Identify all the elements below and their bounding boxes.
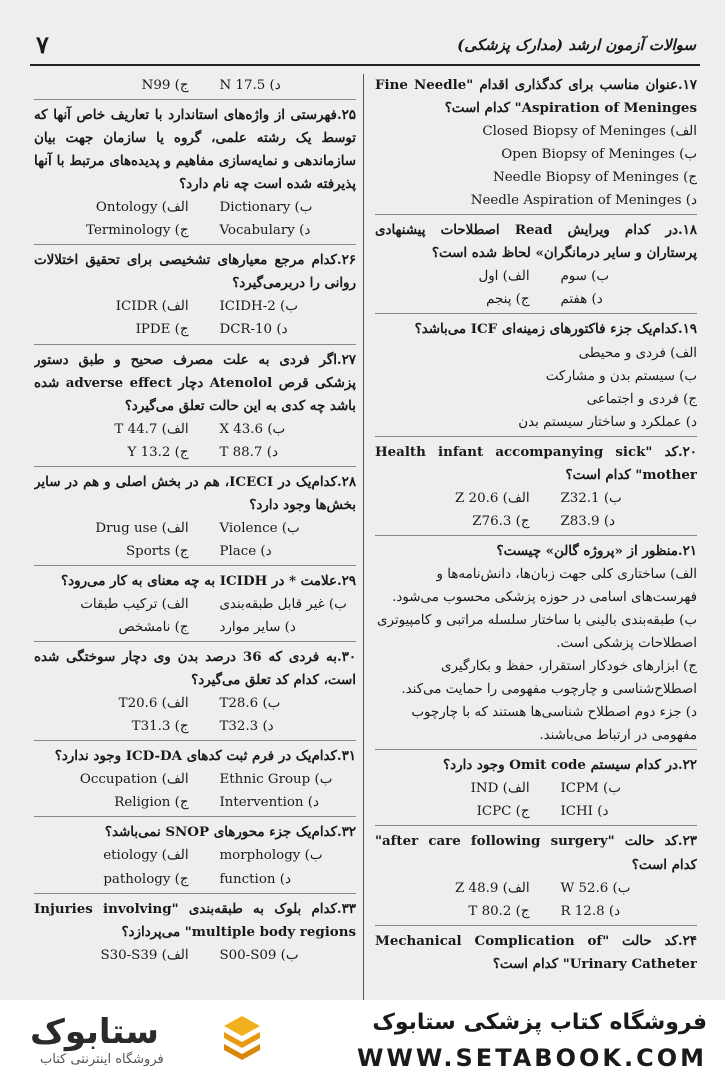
logo-text: ستابوک (30, 1012, 159, 1052)
answer-row (34, 692, 356, 715)
page-title: سوالات آزمون ارشد (مدارک پزشکی) (457, 36, 696, 54)
answer-option: ب) X 43.6 (219, 421, 286, 437)
question-text: ۲۷.اگر فردی به علت مصرف صحیح و طبق دستور پزشکی قرص Atenolol دچار adverse effect شده باشد چه کدی به این حالت تعلق می‌گیرد؟ (34, 351, 356, 414)
answer-option: ب) غیر قابل طبقه‌بندی (219, 596, 347, 612)
question-block (375, 930, 697, 976)
question-block (34, 646, 356, 738)
answer-option: د) هفتم (560, 292, 603, 308)
answer-option: د) T32.3 (219, 719, 274, 735)
answer-option: الف) ساختاری کلی جهت زبان‌ها، دانش‌نامه‌ها و فهرست‌های اسامی در حوزه پزشکی محسوب می‌شود. (392, 566, 697, 605)
question-block (34, 471, 356, 563)
question-text: ۱۷.عنوان مناسب برای کدگذاری اقدام "Fine Needle Aspiration of Meninges" کدام است؟ (375, 77, 697, 117)
answer-option: ب) Violence (219, 520, 300, 536)
answer-option: ج) فردی و اجتماعی (586, 391, 697, 407)
question-separator (375, 749, 697, 750)
answer-row (34, 540, 356, 563)
answer-option: ب) طبقه‌بندی بالینی با ساختار سلسله مراتبی و کامپیوتری اصطلاحات پزشکی است. (376, 613, 697, 652)
answer-option: ج) Terminology (86, 223, 189, 239)
answer-option: الف) etiology (103, 848, 189, 864)
answer-row (34, 791, 356, 814)
answer-option: ج) Needle Biopsy of Meninges (493, 170, 697, 186)
question-text: ۲۸.کدام‌یک در ICECI، هم در بخش اصلی و هم در سایر بخش‌ها وجود دارد؟ (34, 473, 356, 513)
answer-row (34, 715, 356, 738)
answer-option: د) DCR-10 (219, 322, 288, 338)
answer-option: الف) اول (478, 269, 530, 285)
answer-option: ب) morphology (219, 848, 323, 864)
question-block (375, 318, 697, 433)
answer-option: الف) Z 48.9 (455, 880, 530, 896)
question-block (375, 441, 697, 533)
shop-name: فروشگاه کتاب پزشکی ستابوک (372, 1010, 707, 1035)
answer-option: ج) Y 13.2 (127, 444, 189, 460)
question-separator (34, 816, 356, 817)
question-text: ۲۵.فهرستی از واژه‌های استاندارد با تعاریف خاص آنها که توسط یک رشته علمی، گروه یا سازمان جهت بیان سازماندهی و نمایه‌سازی مفاهیم و پدیده‌های مرتبط با آنها پذیرفته شده است چه نام دارد؟ (34, 107, 356, 193)
answer-option: د) Needle Aspiration of Meninges (470, 193, 697, 209)
shop-url[interactable]: WWW.SETABOOK.COM (356, 1044, 707, 1072)
answer-row (375, 487, 697, 510)
question-separator (34, 740, 356, 741)
answer-row (34, 295, 356, 318)
answer-row (34, 844, 356, 867)
answer-row (34, 196, 356, 219)
question-block (375, 540, 697, 747)
answer-row (34, 318, 356, 341)
logo-subtitle: فروشگاه اینترنتی کتاب (40, 1052, 164, 1067)
answer-option: الف) IND (470, 781, 530, 797)
question-separator (34, 641, 356, 642)
answer-option: د) R 12.8 (560, 903, 621, 919)
answer-option: د) سایر موارد (219, 620, 296, 636)
question-text: ۲۴.کد حالت "Mechanical Complication of Urinary Catheter" کدام است؟ (375, 932, 697, 972)
answer-option: ج) T 80.2 (468, 903, 530, 919)
answer-option: د) Vocabulary (219, 223, 311, 239)
question-text: ۲۹.علامت * در ICIDH به چه معنای به کار می‌رود؟ (61, 572, 356, 589)
answer-option: ب) سوم (560, 269, 609, 285)
question-separator (375, 436, 697, 437)
answer-option: الف) T 44.7 (114, 421, 189, 437)
answer-option: الف) T20.6 (118, 696, 189, 712)
question-block (375, 830, 697, 922)
answer-option: ج) Z76.3 (472, 513, 530, 529)
answer-option: د) Z83.9 (560, 513, 616, 529)
answer-option: ج) Religion (114, 795, 189, 811)
answer-option: الف) Drug use (95, 520, 189, 536)
question-block (34, 249, 356, 341)
answer-row (34, 418, 356, 441)
answer-option: ب) Ethnic Group (219, 772, 333, 788)
answer-option: د) Intervention (219, 795, 319, 811)
question-block (34, 898, 356, 967)
answer-row (375, 265, 697, 288)
question-separator (34, 565, 356, 566)
question-text: ۱۹.کدام‌یک جزء فاکتورهای زمینه‌ای ICF می‌باشد؟ (414, 321, 697, 338)
question-block (34, 349, 356, 464)
answer-option: الف) S30-S39 (100, 947, 189, 963)
question-separator (34, 244, 356, 245)
question-text: ۳۰.به فردی که 36 درصد بدن وی دچار سوختگی شده است، کدام کد تعلق می‌گیرد؟ (34, 649, 356, 689)
answer-row (34, 219, 356, 242)
answer-option: ب) ICIDH-2 (219, 299, 298, 315)
page-number: ۷ (36, 30, 49, 59)
right-column (375, 74, 697, 1000)
answer-row (375, 800, 697, 823)
answer-option: د) function (219, 871, 291, 887)
question-block (34, 821, 356, 890)
answer-option: الف) Z 20.6 (455, 490, 530, 506)
question-block (375, 74, 697, 212)
answer-option: د) N 17.5 (219, 78, 281, 93)
left-column (34, 74, 356, 1000)
answer-option: ب) T28.6 (219, 696, 281, 712)
answer-row (34, 616, 356, 639)
question-text: ۳۱.کدام‌یک در فرم ثبت کدهای ICD-DA وجود ندارد؟ (54, 748, 356, 765)
book-stack-icon (222, 1014, 262, 1066)
answer-option: ب) ICPM (560, 781, 621, 797)
answer-option: د) Place (219, 543, 272, 559)
answer-row (375, 877, 697, 900)
question-separator (34, 99, 356, 100)
answer-option: ج) T31.3 (131, 719, 189, 735)
answer-row (375, 777, 697, 800)
page-header (30, 30, 700, 66)
answer-row (375, 510, 697, 533)
question-text: ۲۰.کد "Health infant accompanying sick mother" کدام است؟ (375, 443, 697, 483)
answer-option: ب) Dictionary (219, 200, 313, 216)
question-separator (375, 825, 697, 826)
answer-option: الف) Closed Biopsy of Meninges (482, 124, 697, 140)
answer-option: الف) Occupation (79, 772, 189, 788)
question-block (375, 754, 697, 823)
answer-option: الف) Ontology (95, 200, 189, 216)
question-block (34, 74, 356, 97)
answer-option: د) جزء دوم اصطلاح شناسی‌ها هستند که با چارچوب مفهومی در ارتباط می‌باشند. (411, 705, 697, 744)
answer-row (375, 900, 697, 923)
question-text: ۲۳.کد حالت "after care following surgery" کدام است؟ (375, 833, 697, 873)
question-text: ۲۶.کدام مرجع معیارهای تشخیصی برای تحقیق اختلالات روانی را دربرمی‌گیرد؟ (34, 252, 356, 292)
question-separator (375, 535, 697, 536)
question-separator (34, 344, 356, 345)
answer-option: ج) ICPC (476, 804, 530, 820)
answer-row (34, 868, 356, 891)
question-text: ۲۲.در کدام سیستم Omit code وجود دارد؟ (443, 757, 697, 774)
question-separator (375, 214, 697, 215)
answer-option: الف) ICIDR (115, 299, 189, 315)
answer-option: ب) Open Biopsy of Meninges (501, 147, 697, 163)
answer-option: ج) N99 (141, 78, 189, 93)
question-text: ۳۲.کدام‌یک جزء محورهای SNOP نمی‌باشد؟ (104, 824, 356, 841)
answer-row (34, 768, 356, 791)
answer-option: ب) S00-S09 (219, 947, 299, 963)
question-block (34, 745, 356, 814)
answer-option: د) ICHI (560, 804, 609, 820)
answer-option: د) T 88.7 (219, 444, 278, 460)
footer-banner (0, 1000, 725, 1080)
answer-option: ج) IPDE (135, 322, 189, 338)
answer-row (34, 74, 356, 97)
answer-row (375, 288, 697, 311)
answer-option: ج) pathology (103, 871, 189, 887)
answer-option: ب) Z32.1 (560, 490, 622, 506)
answer-option: ب) W 52.6 (560, 880, 631, 896)
question-text: ۳۳.کدام بلوک به طبقه‌بندی "Injuries involving multiple body regions" می‌پردازد؟ (34, 900, 356, 940)
answer-option: ج) نامشخص (118, 620, 189, 636)
question-separator (375, 313, 697, 314)
answer-option: د) عملکرد و ساختار سیستم بدن (518, 414, 697, 430)
question-block (34, 570, 356, 639)
answer-row (34, 944, 356, 967)
column-divider (363, 74, 364, 1000)
answer-row (34, 441, 356, 464)
answer-option: ب) سیستم بدن و مشارکت (545, 368, 697, 384)
answer-option: ج) ابزارهای خودکار استقرار، حفظ و بکارگیری اصطلاح‌شناسی و چارچوب مفهومی را حمایت می‌کند. (401, 659, 697, 698)
answer-row (34, 593, 356, 616)
question-block (34, 104, 356, 242)
answer-option: ج) Sports (125, 543, 189, 559)
question-separator (34, 466, 356, 467)
answer-option: ج) پنجم (486, 292, 530, 308)
question-block (375, 219, 697, 311)
answer-option: الف) فردی و محیطی (578, 345, 697, 361)
question-separator (34, 893, 356, 894)
question-text: ۲۱.منظور از «پروژه گالن» چیست؟ (496, 542, 697, 559)
question-separator (375, 925, 697, 926)
answer-option: الف) ترکیب طبقات (80, 596, 189, 612)
answer-row (34, 517, 356, 540)
question-text: ۱۸.در کدام ویرایش Read اصطلاحات پیشنهادی پرستاران و سایر درمانگران» لحاظ شده است؟ (375, 222, 697, 262)
